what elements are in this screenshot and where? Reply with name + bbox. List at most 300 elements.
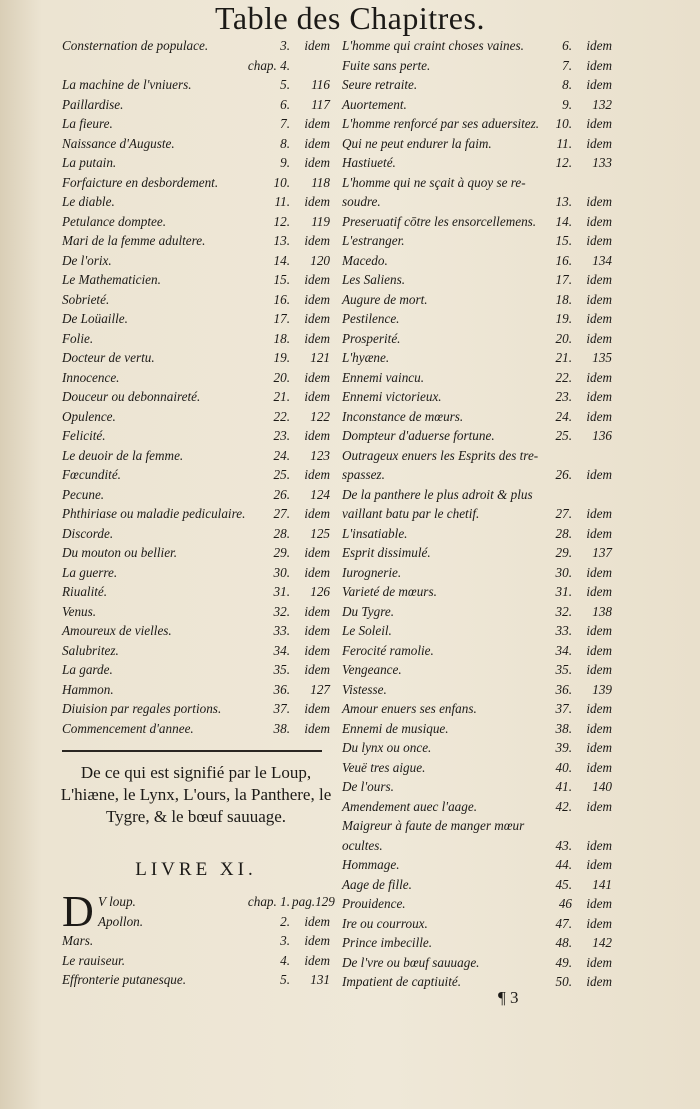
entry-title: Veuë tres aigue.: [342, 759, 426, 775]
entry-title: Opulence.: [62, 408, 116, 424]
entry-chapter: 26.: [555, 467, 572, 482]
entry-page: idem: [304, 233, 330, 248]
entry-chapter: 49.: [555, 954, 572, 970]
toc-entry: [62, 231, 330, 251]
entry-title: Le Soleil.: [342, 623, 392, 638]
toc-entry: [342, 894, 612, 914]
toc-entry: [342, 953, 612, 973]
entry-chapter: 30.: [273, 564, 290, 580]
toc-entry: [342, 426, 612, 446]
entry-chapter: 33.: [555, 623, 572, 638]
toc-entry: [342, 777, 612, 797]
toc-entry: [62, 524, 330, 544]
entry-chapter: 24.: [273, 447, 290, 463]
toc-entry: [62, 95, 330, 115]
entry-title: Effronterie putanesque.: [62, 972, 187, 987]
entry-title: Naissance d'Auguste.: [62, 135, 175, 151]
entry-page: idem: [304, 135, 330, 151]
toc-entry: [62, 931, 330, 951]
entry-page: idem: [586, 506, 612, 521]
entry-chapter: 37.: [555, 701, 572, 716]
entry-page: idem: [586, 233, 612, 248]
entry-chapter: 16.: [555, 252, 572, 268]
entry-page: idem: [304, 311, 330, 326]
entry-chapter: 25.: [555, 428, 572, 443]
section-divider: [62, 750, 322, 752]
entry-page: idem: [586, 525, 612, 541]
entry-title: Varieté de mœurs.: [342, 584, 437, 599]
entry-title: Phthiriase ou maladie pediculaire.: [62, 506, 246, 521]
toc-entry: [342, 75, 612, 95]
entry-title: Pestilence.: [342, 311, 400, 326]
entry-page: 131: [310, 972, 330, 987]
entry-title: Ferocité ramolie.: [342, 642, 434, 658]
toc-entry: [62, 309, 330, 329]
toc-entry: [62, 602, 330, 622]
toc-entry: [342, 465, 612, 485]
toc-entry: [342, 173, 612, 193]
entry-title: Diuision par regales portions.: [62, 701, 222, 716]
entry-chapter: 25.: [273, 467, 290, 482]
entry-chapter: 6.: [280, 96, 290, 112]
entry-title: Discorde.: [62, 525, 114, 541]
entry-title: Impatient de captiuité.: [342, 974, 462, 989]
section-heading: De ce qui est signifié par le Loup, L'hiæne, le Lynx, L'ours, la Panthere, le Tygre, & le bœuf sauuage.: [60, 763, 332, 826]
toc-entry: [342, 680, 612, 700]
entry-title: Auortement.: [342, 96, 407, 112]
entry-chapter: 21.: [555, 350, 572, 365]
toc-entry: [342, 563, 612, 583]
entry-page: 135: [592, 350, 612, 365]
entry-title: Le Mathematicien.: [62, 272, 161, 287]
toc-entry: [62, 387, 330, 407]
entry-title: Forfaicture en desbordement.: [62, 174, 219, 190]
entry-chapter: 14.: [555, 213, 572, 229]
toc-entry: [62, 485, 330, 505]
toc-entry: [342, 699, 612, 719]
entry-chapter: 39.: [555, 740, 572, 755]
entry-page: idem: [586, 662, 612, 677]
entry-chapter: 36.: [273, 681, 290, 697]
entry-chapter: 21.: [273, 389, 290, 404]
entry-chapter: 15.: [555, 233, 572, 248]
entry-title: La machine de l'vniuers.: [62, 77, 192, 92]
toc-entry: [342, 582, 612, 602]
entry-title: La garde.: [62, 662, 113, 677]
entry-page: idem: [586, 798, 612, 814]
entry-title: Sobrieté.: [62, 291, 110, 307]
entry-page: idem: [586, 57, 612, 73]
entry-title: Vistesse.: [342, 681, 387, 697]
entry-page: idem: [586, 408, 612, 424]
toc-entry: [342, 972, 612, 992]
toc-entry: [342, 504, 612, 524]
entry-page: idem: [586, 77, 612, 92]
entry-page: 127: [310, 681, 330, 697]
entry-title: De l'orix.: [62, 252, 112, 268]
entry-page: idem: [586, 330, 612, 346]
entry-page: 134: [592, 252, 612, 268]
toc-entry: [342, 446, 612, 466]
entry-title: Paillardise.: [62, 96, 124, 112]
entry-page: idem: [304, 155, 330, 170]
entry-title: De l'ours.: [342, 779, 394, 794]
entry-title: Prosperité.: [342, 330, 401, 346]
entry-title: Venus.: [62, 603, 97, 619]
entry-chapter: 14.: [273, 252, 290, 268]
toc-entry: [62, 270, 330, 290]
entry-title: Du mouton ou bellier.: [62, 545, 178, 560]
entry-page: idem: [304, 933, 330, 948]
entry-page: 139: [592, 681, 612, 697]
entry-title: Iurognerie.: [342, 564, 402, 580]
signature-mark: ¶ 3: [498, 988, 519, 1007]
entry-page: idem: [304, 701, 330, 716]
toc-entry: [342, 95, 612, 115]
entry-page: idem: [586, 915, 612, 931]
entry-chapter: 35.: [555, 662, 572, 677]
entry-page: idem: [304, 116, 330, 131]
entry-page: idem: [304, 272, 330, 287]
entry-page: 132: [592, 96, 612, 112]
entry-chapter: 38.: [273, 720, 290, 736]
toc-entry: [62, 446, 330, 466]
toc-entry: [342, 758, 612, 778]
entry-chapter: chap. 4.: [247, 57, 290, 73]
entry-page: idem: [586, 974, 612, 989]
entry-chapter: 50.: [555, 974, 572, 989]
entry-page: 124: [310, 486, 330, 502]
entry-page: idem: [586, 623, 612, 638]
entry-page: idem: [586, 701, 612, 716]
toc-entry: [62, 426, 330, 446]
toc-entry: [62, 621, 330, 641]
entry-title: Ennemi de musique.: [342, 720, 449, 736]
entry-title: La fieure.: [62, 116, 113, 131]
entry-title: Petulance domptee.: [62, 213, 166, 229]
entry-page: 121: [310, 350, 330, 365]
entry-chapter: 19.: [273, 350, 290, 365]
entry-title: L'insatiable.: [342, 525, 408, 541]
toc-entry: [342, 641, 612, 661]
toc-entry: [342, 660, 612, 680]
entry-chapter: 41.: [555, 779, 572, 794]
entry-title: Hommage.: [342, 857, 400, 872]
toc-entry: [342, 875, 612, 895]
right-column: [342, 36, 612, 992]
entry-chapter: 32.: [555, 603, 572, 619]
entry-page: idem: [586, 564, 612, 580]
toc-entry: [62, 407, 330, 427]
entry-title: Amoureux de vielles.: [62, 623, 172, 638]
toc-entry: [342, 797, 612, 817]
entry-title: Mari de la femme adultere.: [62, 233, 206, 248]
entry-title: Innocence.: [62, 369, 120, 385]
toc-entry: [342, 914, 612, 934]
toc-entry: [62, 153, 330, 173]
entry-title: Aage de fille.: [342, 876, 412, 892]
entry-page: 136: [592, 428, 612, 443]
toc-entry: [62, 951, 330, 971]
entry-page: idem: [304, 506, 330, 521]
entry-chapter: 12.: [555, 155, 572, 170]
entry-title: Dompteur d'aduerse fortune.: [342, 428, 495, 443]
entry-page: idem: [586, 642, 612, 658]
toc-entry: [62, 699, 330, 719]
entry-chapter: 4.: [280, 952, 290, 968]
toc-entry: [342, 836, 612, 856]
entry-page: idem: [304, 623, 330, 638]
entry-title: Hastiueté.: [342, 155, 396, 170]
entry-chapter: 20.: [273, 369, 290, 385]
entry-chapter: 35.: [273, 662, 290, 677]
entry-page: idem: [586, 369, 612, 385]
entry-page: 142: [592, 935, 612, 950]
entry-page: idem: [304, 369, 330, 385]
entry-title: Folie.: [62, 330, 94, 346]
entry-title: L'homme qui ne sçait à quoy se re-: [342, 174, 526, 190]
toc-entry: [342, 309, 612, 329]
entry-page: idem: [304, 564, 330, 580]
toc-entry: [62, 290, 330, 310]
entry-page: idem: [304, 330, 330, 346]
toc-entry: [342, 816, 612, 836]
entry-chapter: 34.: [555, 642, 572, 658]
entry-title: Ire ou courroux.: [342, 915, 428, 931]
entry-page: idem: [586, 116, 612, 131]
entry-page: 120: [310, 252, 330, 268]
entry-page: idem: [586, 837, 612, 853]
entry-title: Fœcundité.: [62, 467, 121, 482]
entry-page: idem: [586, 194, 612, 209]
toc-entry: [342, 153, 612, 173]
entry-title: Fuite sans perte.: [342, 57, 431, 73]
entry-page: idem: [304, 952, 330, 968]
entry-chapter: 13.: [555, 194, 572, 209]
entry-chapter: chap. 1.: [247, 894, 290, 909]
toc-entry: [62, 641, 330, 661]
entry-page: 138: [592, 603, 612, 619]
entry-page: idem: [586, 467, 612, 482]
toc-entry: [342, 387, 612, 407]
entry-title: Consternation de populace.: [62, 38, 209, 53]
toc-entry: [62, 36, 330, 56]
entry-page: idem: [586, 291, 612, 307]
toc-entry: [342, 348, 612, 368]
entry-chapter: 23.: [555, 389, 572, 404]
entry-page: idem: [586, 720, 612, 736]
entry-title: Riualité.: [62, 584, 108, 599]
entry-title: La putain.: [62, 155, 117, 170]
entry-page: 117: [311, 96, 330, 112]
entry-chapter: 22.: [555, 369, 572, 385]
entry-chapter: 31.: [273, 584, 290, 599]
entry-page: idem: [586, 584, 612, 599]
entry-title: L'homme renforcé par ses aduersitez.: [342, 116, 540, 131]
entry-chapter: 9.: [562, 96, 572, 112]
entry-title: Douceur ou debonnaireté.: [62, 389, 201, 404]
toc-entry: [342, 212, 612, 232]
entry-chapter: 42.: [555, 798, 572, 814]
entry-chapter: 34.: [273, 642, 290, 658]
toc-entry: [62, 719, 330, 739]
book-number-heading: LIVRE XI.: [135, 859, 257, 880]
entry-page: idem: [304, 662, 330, 677]
entry-chapter: 36.: [555, 681, 572, 697]
entry-chapter: 18.: [555, 291, 572, 307]
toc-entry: [62, 680, 330, 700]
entry-chapter: 6.: [562, 38, 572, 53]
entry-page: idem: [304, 428, 330, 443]
toc-entry: [342, 485, 612, 505]
toc-entry: [62, 582, 330, 602]
toc-entry: [62, 192, 330, 212]
entry-title: Le diable.: [62, 194, 115, 209]
entry-page: idem: [304, 720, 330, 736]
entry-page: idem: [586, 213, 612, 229]
entry-chapter: 15.: [273, 272, 290, 287]
toc-entry: [62, 75, 330, 95]
entry-chapter: 3.: [280, 933, 290, 948]
entry-title: Le rauiseur.: [62, 952, 126, 968]
entry-title: Prouidence.: [342, 896, 406, 911]
entry-chapter: 45.: [555, 876, 572, 892]
entry-title: spassez.: [342, 467, 385, 482]
toc-entry: [342, 251, 612, 271]
toc-entry: [62, 348, 330, 368]
entry-page: 122: [310, 408, 330, 424]
entry-chapter: 8.: [280, 135, 290, 151]
entry-page: pag.129: [292, 894, 335, 909]
entry-title: Augure de mort.: [342, 291, 428, 307]
entry-title: De l'vre ou bœuf sauuage.: [342, 954, 480, 970]
entry-chapter: 5.: [280, 77, 290, 92]
toc-entry: [342, 329, 612, 349]
entry-title: Inconstance de mœurs.: [342, 408, 464, 424]
entry-chapter: 28.: [555, 525, 572, 541]
entry-chapter: 13.: [273, 233, 290, 248]
toc-entry: [62, 465, 330, 485]
toc-entry: [62, 212, 330, 232]
toc-entry: [62, 892, 335, 912]
toc-entry: [62, 173, 330, 193]
entry-page: 133: [592, 155, 612, 170]
entry-title: Qui ne peut endurer la faim.: [342, 135, 492, 151]
entry-title: Seure retraite.: [342, 77, 418, 92]
entry-chapter: 29.: [555, 545, 572, 560]
entry-title: Outrageux enuers les Esprits des tre-: [342, 447, 539, 463]
toc-entry: [342, 933, 612, 953]
entry-page: 140: [592, 779, 612, 794]
entry-chapter: 43.: [555, 837, 572, 853]
toc-entry: [342, 114, 612, 134]
entry-chapter: 7.: [280, 116, 290, 131]
entry-chapter: 40.: [555, 759, 572, 775]
toc-entry: [342, 231, 612, 251]
toc-entry: [342, 719, 612, 739]
page-title: Table des Chapitres.: [215, 0, 485, 36]
entry-title: Felicité.: [62, 428, 106, 443]
entry-title: Amendement auec l'aage.: [342, 798, 478, 814]
entry-chapter: 30.: [555, 564, 572, 580]
entry-chapter: 16.: [273, 291, 290, 307]
entry-title: Ennemi victorieux.: [342, 389, 442, 404]
entry-chapter: 46: [558, 896, 572, 911]
entry-page: idem: [586, 38, 612, 53]
toc-entry: [342, 407, 612, 427]
toc-entry: [62, 368, 330, 388]
entry-chapter: 32.: [273, 603, 290, 619]
entry-chapter: 26.: [273, 486, 290, 502]
entry-page: idem: [586, 272, 612, 287]
entry-chapter: 48.: [555, 935, 572, 950]
entry-chapter: 10.: [555, 116, 572, 131]
drop-cap: D: [62, 887, 94, 936]
toc-entry: [342, 134, 612, 154]
entry-title: Mars.: [62, 933, 94, 948]
entry-title: Le deuoir de la femme.: [62, 447, 184, 463]
entry-title: Docteur de vertu.: [62, 350, 155, 365]
entry-chapter: 37.: [273, 701, 290, 716]
entry-chapter: 19.: [555, 311, 572, 326]
entry-title: Du lynx ou once.: [342, 740, 432, 755]
toc-entry: [62, 134, 330, 154]
entry-page: idem: [586, 311, 612, 326]
entry-chapter: 7.: [562, 57, 572, 73]
toc-entry: [62, 660, 330, 680]
entry-title: Apollon.: [98, 913, 144, 929]
entry-page: idem: [304, 603, 330, 619]
toc-entry: [342, 270, 612, 290]
entry-page: idem: [586, 135, 612, 151]
entry-title: Macedo.: [342, 252, 388, 268]
entry-chapter: 5.: [280, 972, 290, 987]
entry-page: 119: [311, 213, 330, 229]
toc-entry: [62, 970, 330, 990]
entry-page: idem: [304, 389, 330, 404]
entry-title: Salubritez.: [62, 642, 119, 658]
toc-entry: [62, 543, 330, 563]
entry-page: 118: [311, 174, 330, 190]
toc-entry: [342, 543, 612, 563]
entry-page: idem: [304, 467, 330, 482]
toc-entry: [342, 290, 612, 310]
entry-chapter: 17.: [273, 311, 290, 326]
entry-chapter: 44.: [555, 857, 572, 872]
toc-entry: [342, 56, 612, 76]
entry-title: V loup.: [98, 894, 136, 909]
toc-entry: [62, 504, 330, 524]
toc-entry: [342, 36, 612, 56]
entry-title: Du Tygre.: [342, 603, 395, 619]
entry-title: Esprit dissimulé.: [342, 545, 431, 560]
entry-title: Pecune.: [62, 486, 105, 502]
entry-page: 116: [311, 77, 330, 92]
entry-page: idem: [304, 38, 330, 53]
entry-page: 123: [310, 447, 330, 463]
entry-chapter: 11.: [274, 194, 290, 209]
entry-title: Vengeance.: [342, 662, 402, 677]
entry-title: ocultes.: [342, 837, 383, 853]
entry-page: idem: [586, 954, 612, 970]
toc-entry: [62, 251, 330, 271]
entry-page: idem: [304, 545, 330, 560]
entry-page: idem: [586, 740, 612, 755]
toc-entry: [342, 602, 612, 622]
toc-entry: [342, 855, 612, 875]
entry-chapter: 8.: [562, 77, 572, 92]
toc-entry: [342, 738, 612, 758]
